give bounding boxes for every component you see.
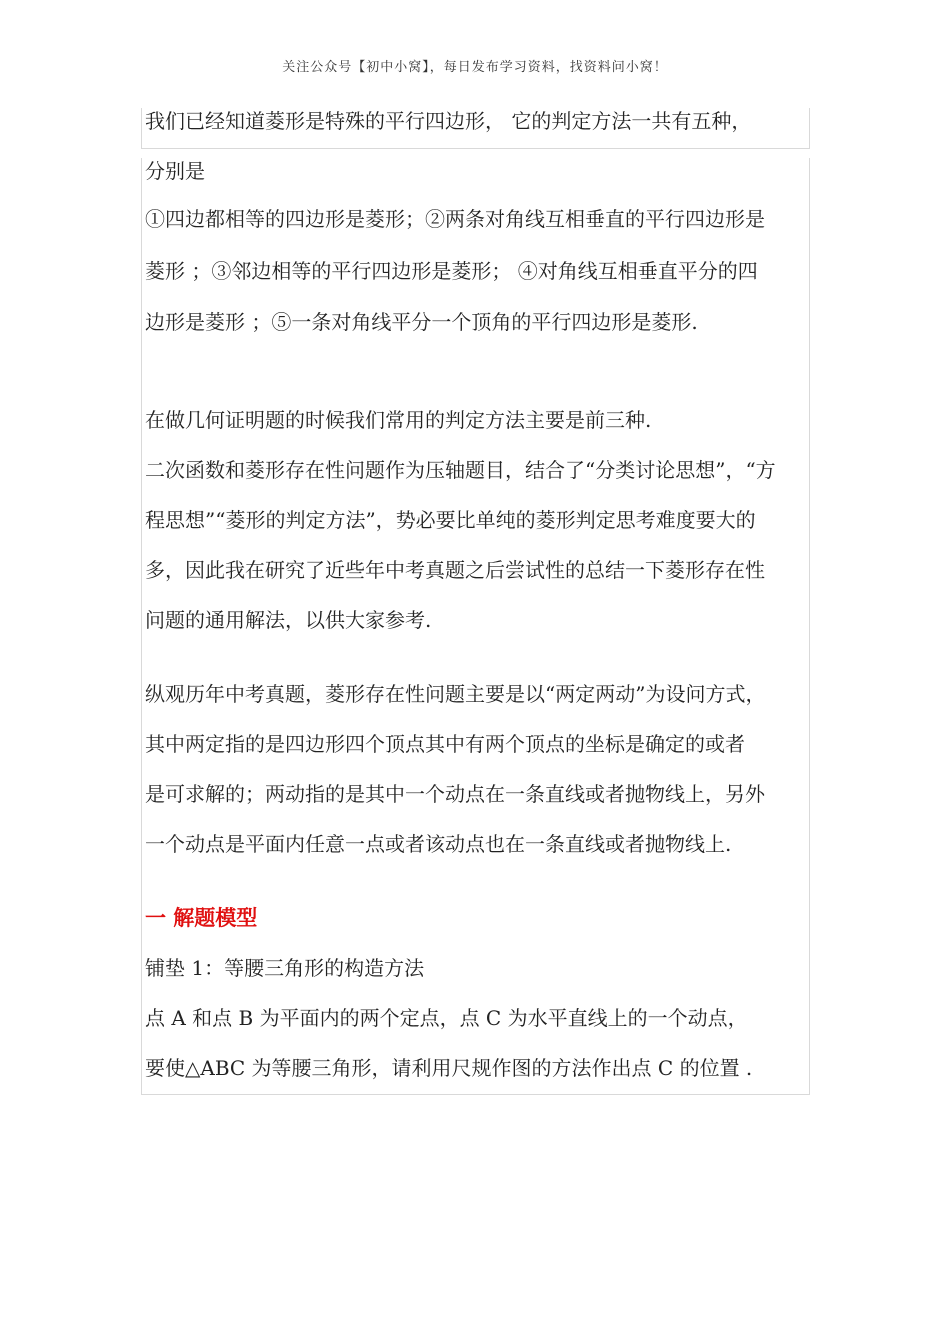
paragraph-line: 要使△ABC 为等腰三角形，请利用尺规作图的方法作出点 C 的位置 . (145, 1056, 753, 1080)
paragraph-line: 边形是菱形 ；⑤一条对角线平分一个顶角的平行四边形是菱形. (145, 310, 698, 334)
paragraph-line: 多，因此我在研究了近些年中考真题之后尝试性的总结一下菱形存在性 (145, 558, 765, 582)
paragraph-line: 问题的通用解法，以供大家参考. (145, 608, 432, 632)
paragraph-line: 其中两定指的是四边形四个顶点其中有两个顶点的坐标是确定的或者 (145, 732, 745, 756)
paragraph-line: 程思想”“菱形的判定方法”，势必要比单纯的菱形判定思考难度要大的 (145, 508, 756, 532)
paragraph-line: 在做几何证明题的时候我们常用的判定方法主要是前三种. (145, 408, 652, 432)
paragraph-line: 点 A 和点 B 为平面内的两个定点，点 C 为水平直线上的一个动点， (145, 1006, 748, 1030)
section-title: 一 解题模型 (145, 906, 258, 930)
page-header: 关注公众号【初中小窝】，每日发布学习资料，找资料问小窝！ (282, 60, 668, 75)
paragraph-line: 一个动点是平面内任意一点或者该动点也在一条直线或者抛物线上. (145, 832, 732, 856)
paragraph-line: 是可求解的；两动指的是其中一个动点在一条直线或者抛物线上，另外 (145, 782, 765, 806)
paragraph-line: 分别是 (145, 159, 205, 183)
paragraph-line: 纵观历年中考真题，菱形存在性问题主要是以“两定两动”为设问方式， (145, 682, 766, 706)
paragraph-line: 菱形 ；③邻边相等的平行四边形是菱形； ④对角线互相垂直平分的四 (145, 259, 758, 283)
paragraph-line: ①四边都相等的四边形是菱形；②两条对角线互相垂直的平行四边形是 (145, 207, 765, 231)
paragraph-line: 我们已经知道菱形是特殊的平行四边形， 它的判定方法一共有五种， (145, 109, 752, 133)
subsection-title: 铺垫 1：等腰三角形的构造方法 (145, 956, 425, 980)
paragraph-line: 二次函数和菱形存在性问题作为压轴题目，结合了“分类讨论思想”，“方 (145, 458, 776, 482)
